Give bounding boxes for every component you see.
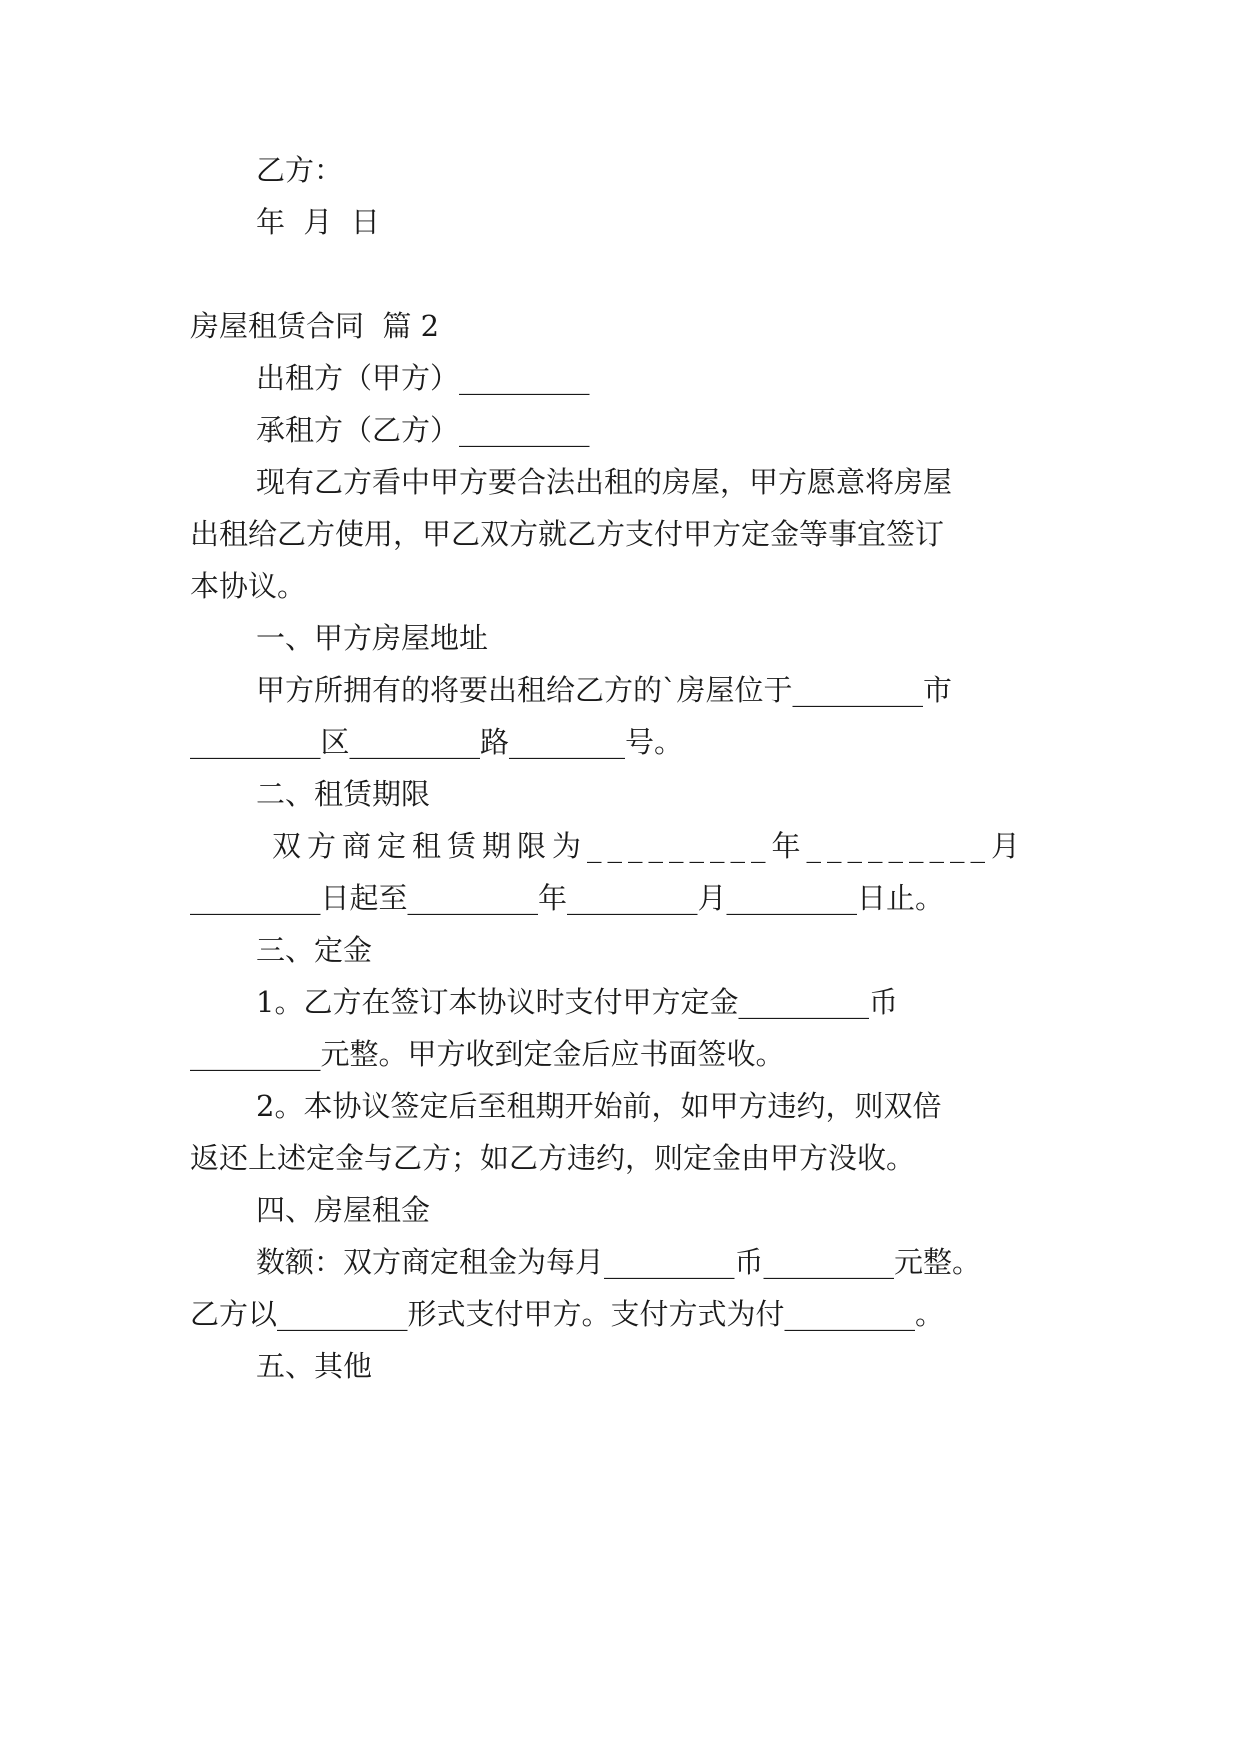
contract-title: 房屋租赁合同 篇 2 <box>190 309 440 343</box>
address-clause-line: 甲方所拥有的将要出租给乙方的`房屋位于_________市 <box>256 673 953 707</box>
address-clause-line: _________区_________路________号。 <box>190 725 684 759</box>
intro-paragraph-line: 出租给乙方使用，甲乙双方就乙方支付甲方定金等事宜签订 <box>190 517 945 551</box>
term-clause-line: 双方商定租赁期限为_________年_________月 <box>272 829 1027 863</box>
lessor-line: 出租方（甲方）_________ <box>256 361 590 395</box>
intro-paragraph-line: 现有乙方看中甲方要合法出租的房屋，甲方愿意将房屋 <box>256 465 953 499</box>
section-heading: 四、房屋租金 <box>256 1193 431 1227</box>
rent-clause-line: 乙方以_________形式支付甲方。支付方式为付_________。 <box>190 1297 945 1331</box>
deposit-clause-line: 1。乙方在签订本协议时支付甲方定金_________币 <box>256 985 898 1019</box>
deposit-clause-line: 返还上述定金与乙方；如乙方违约，则定金由甲方没收。 <box>190 1141 916 1175</box>
deposit-clause-line: 2。本协议签定后至租期开始前，如甲方违约，则双倍 <box>256 1089 942 1123</box>
section-heading: 一、甲方房屋地址 <box>256 621 489 655</box>
section-heading: 二、租赁期限 <box>256 777 431 811</box>
section-heading: 五、其他 <box>256 1349 373 1383</box>
rent-clause-line: 数额：双方商定租金为每月_________币_________元整。 <box>256 1245 982 1279</box>
party-b-signature-label: 乙方： <box>256 153 344 187</box>
lessee-line: 承租方（乙方）_________ <box>256 413 590 447</box>
intro-paragraph-line: 本协议。 <box>190 569 307 603</box>
deposit-clause-line: _________元整。甲方收到定金后应书面签收。 <box>190 1037 785 1071</box>
section-heading: 三、定金 <box>256 933 373 967</box>
date-line: 年 月 日 <box>256 205 380 239</box>
term-clause-line: _________日起至_________年_________月_________日止。 <box>190 881 945 915</box>
